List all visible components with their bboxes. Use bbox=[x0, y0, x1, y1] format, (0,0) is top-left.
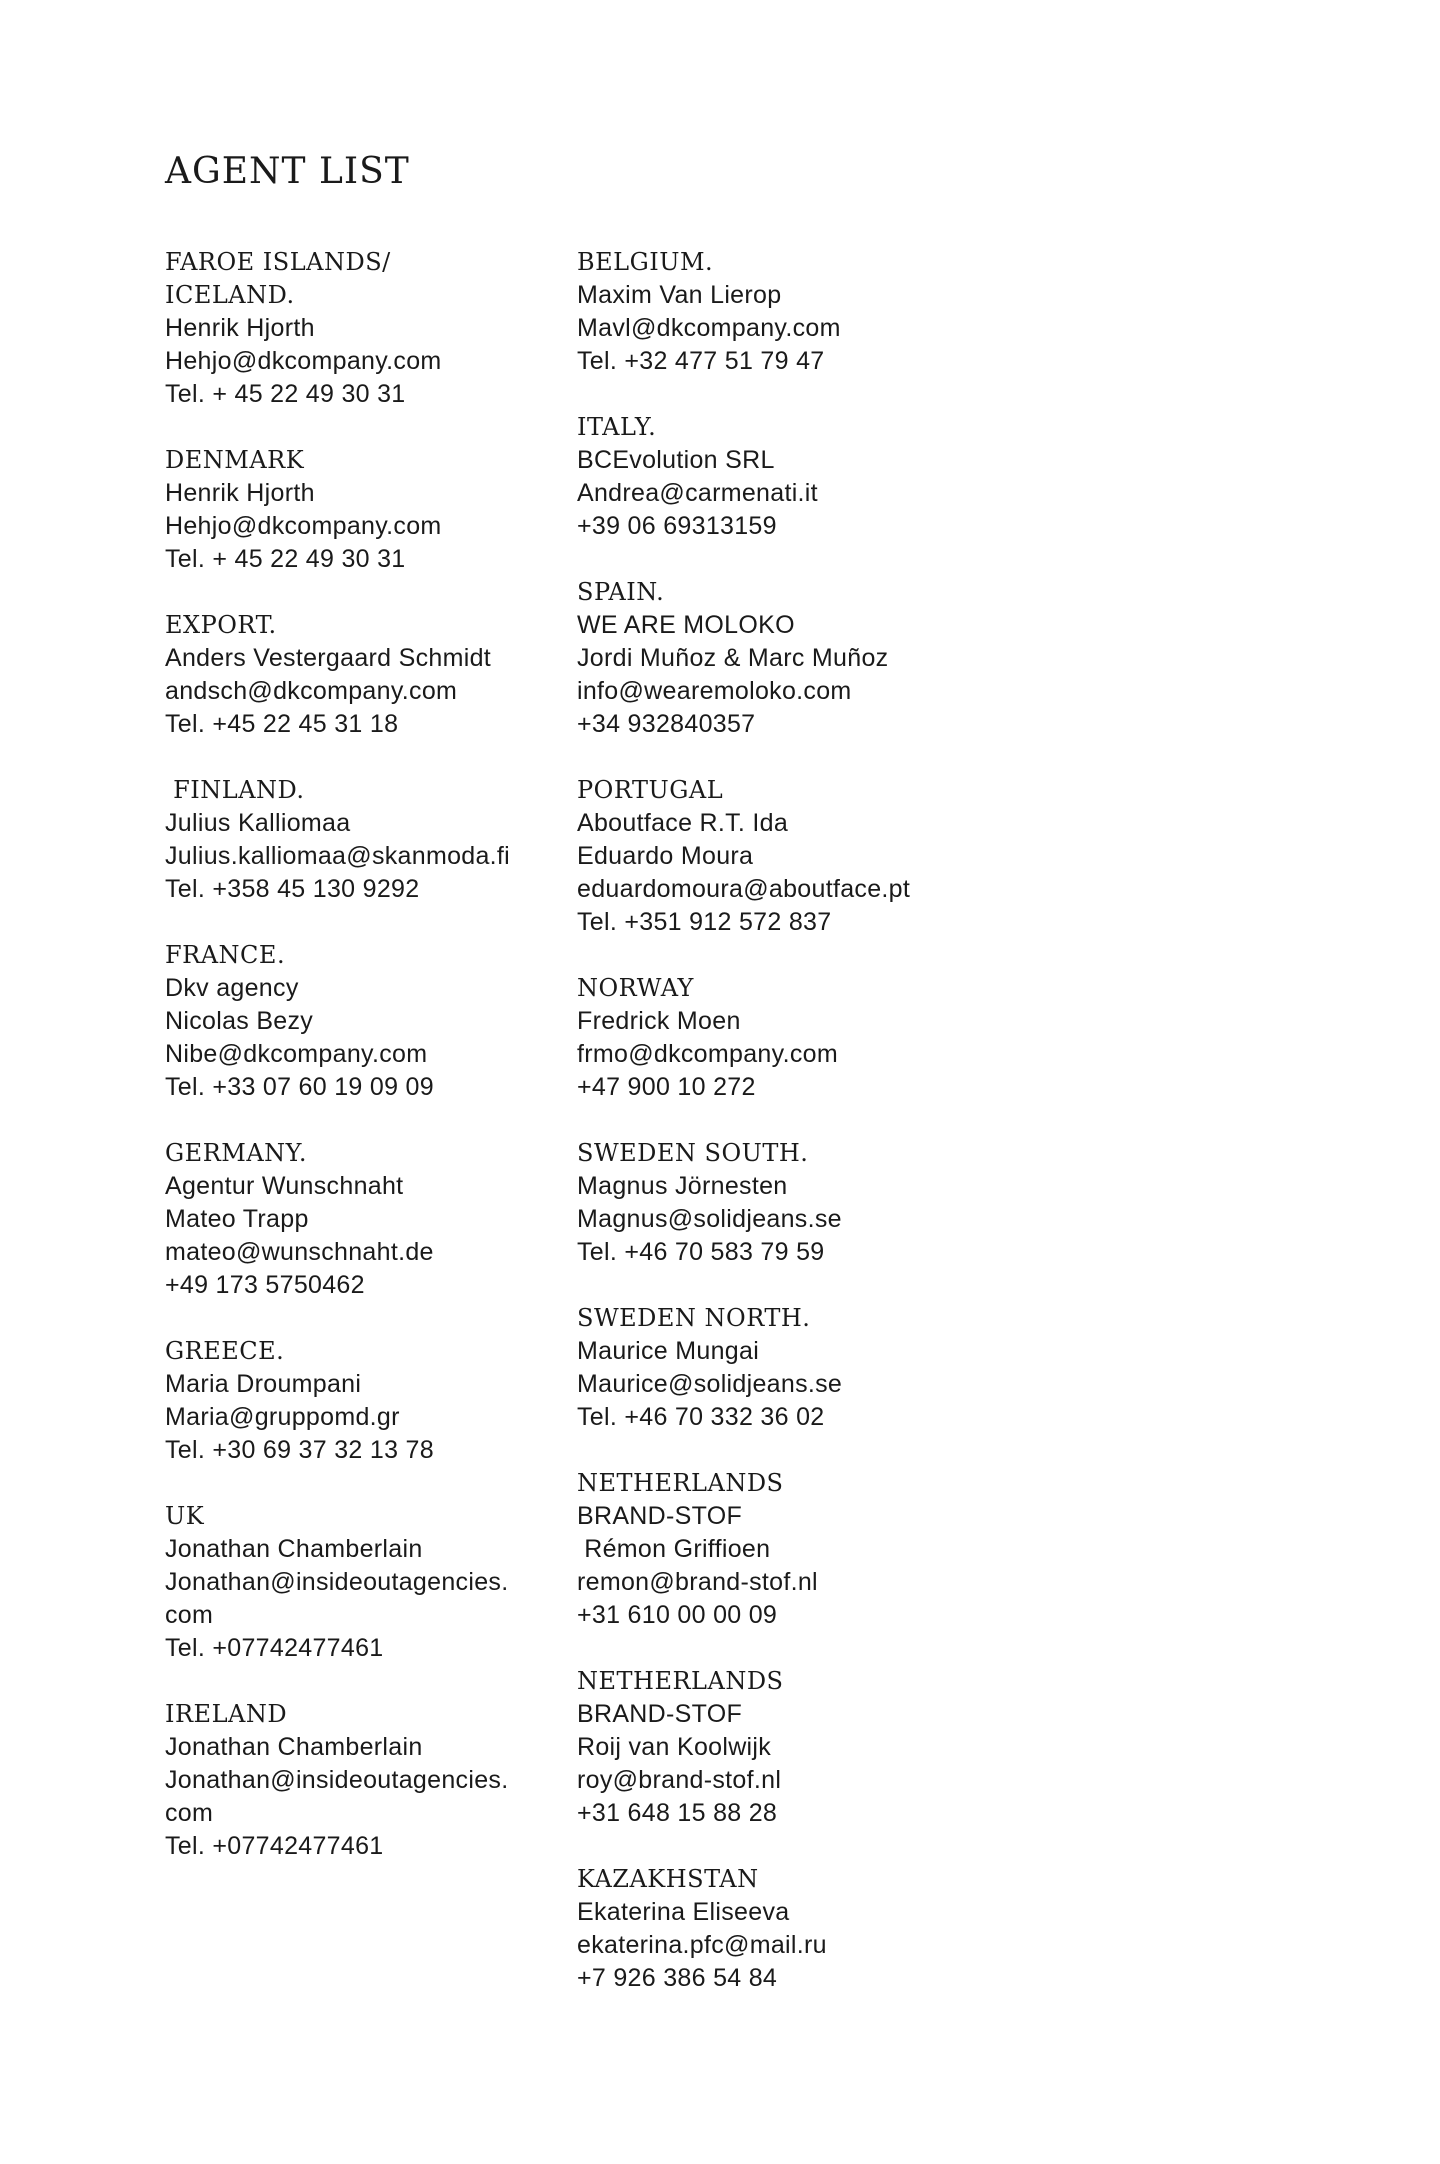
agent-entry bbox=[165, 1137, 565, 1302]
region-heading: FRANCE. bbox=[165, 941, 286, 969]
agent-list-left-column bbox=[165, 246, 565, 1896]
agent-phone: +7 926 386 54 84 bbox=[577, 1964, 778, 1992]
agent-name: Jonathan Chamberlain bbox=[165, 1535, 423, 1563]
agency-name: Agentur Wunschnaht bbox=[165, 1172, 404, 1200]
region-heading: UK bbox=[165, 1502, 205, 1530]
agent-phone: Tel. + 45 22 49 30 31 bbox=[165, 545, 406, 573]
agent-entry bbox=[165, 444, 565, 576]
agency-name: BRAND-STOF bbox=[577, 1700, 743, 1728]
agency-name: Dkv agency bbox=[165, 974, 299, 1002]
agency-name: BRAND-STOF bbox=[577, 1502, 743, 1530]
agent-entry bbox=[577, 576, 1057, 741]
region-heading: SPAIN. bbox=[577, 578, 665, 606]
agent-phone: +31 648 15 88 28 bbox=[577, 1799, 778, 1827]
agent-phone: Tel. +07742477461 bbox=[165, 1634, 384, 1662]
region-heading: GERMANY. bbox=[165, 1139, 308, 1167]
region-heading bbox=[165, 246, 565, 312]
agent-entry bbox=[577, 1302, 1057, 1434]
agent-email: info@wearemoloko.com bbox=[577, 677, 852, 705]
region-heading: NETHERLANDS bbox=[577, 1667, 784, 1695]
agent-name: Maria Droumpani bbox=[165, 1370, 362, 1398]
agent-phone: +47 900 10 272 bbox=[577, 1073, 756, 1101]
agency-name: BCEvolution SRL bbox=[577, 446, 775, 474]
agent-phone: +34 932840357 bbox=[577, 710, 756, 738]
agent-phone: Tel. +351 912 572 837 bbox=[577, 908, 832, 936]
agent-entry bbox=[165, 1335, 565, 1467]
agent-email: andsch@dkcompany.com bbox=[165, 677, 458, 705]
region-heading-line: ICELAND. bbox=[165, 281, 295, 309]
agent-entry bbox=[165, 246, 565, 411]
agent-phone: Tel. +46 70 332 36 02 bbox=[577, 1403, 825, 1431]
agent-entry bbox=[577, 1467, 1057, 1632]
agent-entry bbox=[165, 774, 565, 906]
agent-name: Maurice Mungai bbox=[577, 1337, 760, 1365]
agent-entry bbox=[577, 1137, 1057, 1269]
agent-entry bbox=[577, 972, 1057, 1104]
region-heading: BELGIUM. bbox=[577, 248, 714, 276]
agent-email: Andrea@carmenati.it bbox=[577, 479, 818, 507]
agent-name: Julius Kalliomaa bbox=[165, 809, 351, 837]
agent-phone: +39 06 69313159 bbox=[577, 512, 777, 540]
agent-phone: Tel. +07742477461 bbox=[165, 1832, 384, 1860]
agent-entry bbox=[577, 411, 1057, 543]
agent-phone: Tel. + 45 22 49 30 31 bbox=[165, 380, 406, 408]
region-heading: NORWAY bbox=[577, 974, 694, 1002]
region-heading: SWEDEN NORTH. bbox=[577, 1304, 811, 1332]
agent-email: Jonathan@insideoutagencies. bbox=[165, 1568, 509, 1596]
agent-email: Magnus@solidjeans.se bbox=[577, 1205, 842, 1233]
agent-entry bbox=[577, 246, 1057, 378]
agent-entry bbox=[577, 774, 1057, 939]
agent-phone: Tel. +32 477 51 79 47 bbox=[577, 347, 825, 375]
agent-phone: Tel. +45 22 45 31 18 bbox=[165, 710, 399, 738]
agent-email: roy@brand-stof.nl bbox=[577, 1766, 782, 1794]
agent-name: Jonathan Chamberlain bbox=[165, 1733, 423, 1761]
agent-phone: +49 173 5750462 bbox=[165, 1271, 365, 1299]
agent-name: Ekaterina Eliseeva bbox=[577, 1898, 790, 1926]
agent-entry bbox=[165, 939, 565, 1104]
agent-name: Maxim Van Lierop bbox=[577, 281, 782, 309]
agent-entry bbox=[165, 1698, 565, 1863]
agent-entry bbox=[577, 1665, 1057, 1830]
agent-list-right-column bbox=[577, 246, 1057, 2028]
agent-phone: +31 610 00 00 09 bbox=[577, 1601, 778, 1629]
agent-name: Mateo Trapp bbox=[165, 1205, 309, 1233]
region-heading-line: FAROE ISLANDS/ bbox=[165, 248, 391, 276]
region-heading: EXPORT. bbox=[165, 611, 277, 639]
agent-name: Jordi Muñoz & Marc Muñoz bbox=[577, 644, 889, 672]
region-heading: FINLAND. bbox=[165, 776, 305, 804]
agent-email: Maria@gruppomd.gr bbox=[165, 1403, 400, 1431]
agent-name: Roij van Koolwijk bbox=[577, 1733, 772, 1761]
agency-name: Aboutface R.T. Ida bbox=[577, 809, 789, 837]
region-heading: GREECE. bbox=[165, 1337, 285, 1365]
agent-email: remon@brand-stof.nl bbox=[577, 1568, 818, 1596]
agent-name: Magnus Jörnesten bbox=[577, 1172, 788, 1200]
agent-name: Rémon Griffioen bbox=[577, 1535, 771, 1563]
agent-phone: Tel. +358 45 130 9292 bbox=[165, 875, 420, 903]
agent-email: eduardomoura@aboutface.pt bbox=[577, 875, 911, 903]
agent-name: Henrik Hjorth bbox=[165, 314, 315, 342]
region-heading: PORTUGAL bbox=[577, 776, 724, 804]
region-heading: KAZAKHSTAN bbox=[577, 1865, 759, 1893]
agent-name: Fredrick Moen bbox=[577, 1007, 741, 1035]
agent-email: Nibe@dkcompany.com bbox=[165, 1040, 428, 1068]
agent-email: Mavl@dkcompany.com bbox=[577, 314, 841, 342]
page-title: AGENT LIST bbox=[165, 151, 410, 192]
agent-email: frmo@dkcompany.com bbox=[577, 1040, 838, 1068]
agent-name: Eduardo Moura bbox=[577, 842, 754, 870]
agent-entry bbox=[165, 1500, 565, 1665]
region-heading: IRELAND bbox=[165, 1700, 288, 1728]
agent-phone: Tel. +46 70 583 79 59 bbox=[577, 1238, 825, 1266]
agent-email: ekaterina.pfc@mail.ru bbox=[577, 1931, 827, 1959]
agent-email: Julius.kalliomaa@skanmoda.fi bbox=[165, 842, 511, 870]
agent-email: Jonathan@insideoutagencies. bbox=[165, 1766, 509, 1794]
region-heading: NETHERLANDS bbox=[577, 1469, 784, 1497]
agent-phone: Tel. +30 69 37 32 13 78 bbox=[165, 1436, 434, 1464]
agent-name: Anders Vestergaard Schmidt bbox=[165, 644, 492, 672]
agent-phone: Tel. +33 07 60 19 09 09 bbox=[165, 1073, 434, 1101]
agency-name: WE ARE MOLOKO bbox=[577, 611, 795, 639]
agent-entry bbox=[165, 609, 565, 741]
agent-email-continued: com bbox=[165, 1601, 214, 1629]
agent-entry bbox=[577, 1863, 1057, 1995]
agent-email: Hehjo@dkcompany.com bbox=[165, 347, 442, 375]
agent-email-continued: com bbox=[165, 1799, 214, 1827]
region-heading: SWEDEN SOUTH. bbox=[577, 1139, 809, 1167]
agent-email: Hehjo@dkcompany.com bbox=[165, 512, 442, 540]
agent-name: Henrik Hjorth bbox=[165, 479, 315, 507]
agent-email: Maurice@solidjeans.se bbox=[577, 1370, 843, 1398]
region-heading: DENMARK bbox=[165, 446, 305, 474]
agent-name: Nicolas Bezy bbox=[165, 1007, 314, 1035]
region-heading: ITALY. bbox=[577, 413, 657, 441]
agent-email: mateo@wunschnaht.de bbox=[165, 1238, 434, 1266]
